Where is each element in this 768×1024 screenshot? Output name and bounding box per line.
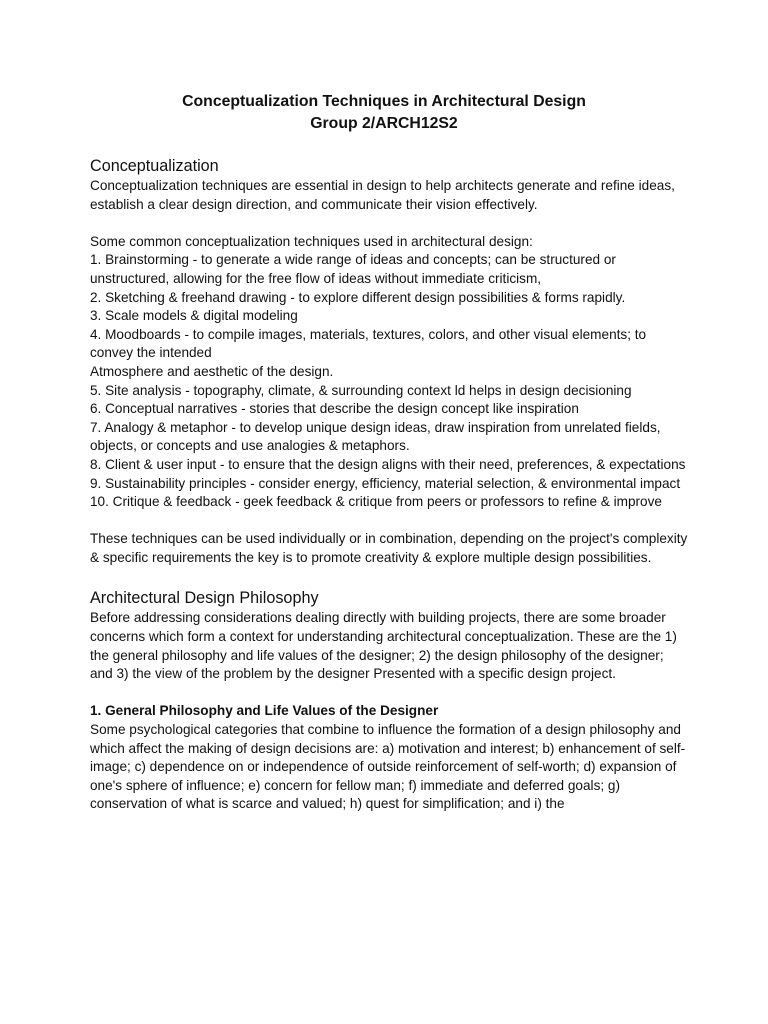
section-heading-conceptualization: Conceptualization [90, 157, 219, 175]
list-item: 3. Scale models & digital modeling [90, 308, 298, 324]
section-heading-philosophy: Architectural Design Philosophy [90, 589, 319, 608]
conceptualization-intro: Conceptualization techniques are essential in design to help architects generate and refine ideas, establish a clear design direction, and communicate their vision effectively. [90, 178, 675, 212]
list-item: 10. Critique & feedback - geek feedback & critique from peers or professors to refine & improve [90, 494, 662, 510]
list-item: 9. Sustainability principles - consider energy, efficiency, material selection, & environmental impact [90, 475, 681, 491]
list-item: 7. Analogy & metaphor - to develop unique design ideas, draw inspiration from unrelated fields, objects, or concepts and use analogies & metaphors. [90, 419, 661, 454]
general-philosophy-text: Some psychological categories that combine to influence the formation of a design philosophy and which affect the making of design decisions are: a) motivation and interest; b) enhancement of self-image; c) dependence on or independence of outside reinforcement of self-worth; d) expansion of one's sphere of influence; e) concern for fellow man; f) immediate and deferred goals; g) conservation of what is scarce and valued; h) quest for simplification; and i) the [90, 722, 686, 812]
list-item: 8. Client & user input - to ensure that the design aligns with their need, preferences, & expectations [90, 456, 686, 472]
document-title: Conceptualization Techniques in Architectural Design [182, 93, 586, 110]
list-item: 4. Moodboards - to compile images, materials, textures, colors, and other visual elements; to convey the intended [90, 326, 647, 361]
list-item: 6. Conceptual narratives - stories that describe the design concept like inspiration [90, 401, 579, 417]
list-item: 2. Sketching & freehand drawing - to explore different design possibilities & forms rapidly. [90, 289, 626, 305]
list-item: 1. Brainstorming - to generate a wide range of ideas and concepts; can be structured or unstructured, allowing for the free flow of ideas without immediate criticism, [90, 252, 616, 286]
subsection-heading-general-philosophy: 1. General Philosophy and Life Values of the Designer [90, 703, 439, 719]
document-page [90, 91, 690, 814]
philosophy-intro: Before addressing considerations dealing directly with building projects, there are some broader concerns which form a context for understanding architectural conceptualization. These are the 1) the general philosophy and life values of the designer; 2) the design philosophy of the designer; and 3) the view of the problem by the designer Presented with a specific design project. [90, 610, 677, 682]
techniques-closing: These techniques can be used individually or in combination, depending on the project's complexity & specific requirements the key is to promote creativity & explore multiple design possibilities. [90, 531, 688, 565]
list-item: Atmosphere and aesthetic of the design. [90, 363, 334, 379]
techniques-list [90, 251, 690, 511]
document-subtitle: Group 2/ARCH12S2 [310, 115, 458, 132]
techniques-list-intro: Some common conceptualization techniques used in architectural design: [90, 233, 533, 249]
list-item: 5. Site analysis - topography, climate, & surrounding context ld helps in design decisioning [90, 382, 632, 398]
